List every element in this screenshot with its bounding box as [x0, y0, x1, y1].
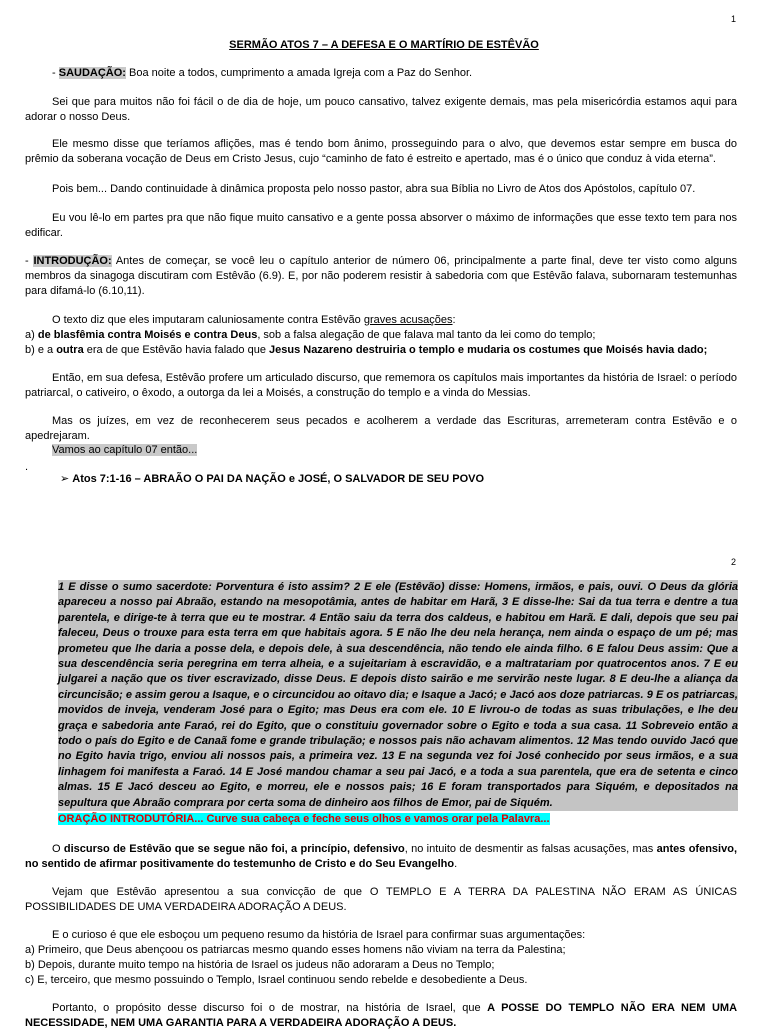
paragraph-4: Eu vou lê-lo em partes pra que não fique muito cansativo e a gente possa absorver o máximo de informações que esse texto tem para nos edificar.: [25, 212, 737, 239]
greeting-dash: -: [52, 67, 59, 79]
bullet-arrow-icon: ➢: [60, 473, 70, 485]
greeting-paragraph: [25, 66, 737, 81]
accusations-block: [25, 313, 737, 358]
p11-t1: Portanto, o propósito desse discurso foi o de mostrar, na história de Israel, que: [52, 1002, 488, 1014]
bullet-text: Atos 7:1-16 – ABRAÃO O PAI DA NAÇÃO e JOSÉ, O SALVADOR DE SEU POVO: [72, 473, 485, 485]
intro-dash: -: [25, 255, 34, 267]
list-item: b) Depois, durante muito tempo na história de Israel os judeus não adoraram a Deus no Templo;: [25, 959, 495, 971]
p8-t1: O: [52, 843, 64, 855]
paragraph-10: E o curioso é que ele esboçou um pequeno resumo da história de Israel para confirmar suas argumentações:: [52, 929, 586, 941]
page-number-2: 2: [730, 557, 736, 567]
argument-list: [25, 943, 737, 988]
prayer-text: ORAÇÃO INTRODUTÓRIA... Curve sua cabeça e feche seus olhos e vamos orar pela Palavra...: [58, 813, 550, 825]
accusations-lead-line: [25, 313, 737, 328]
p8-b1: discurso de Estêvão que se segue não foi, a princípio, defensivo: [63, 843, 405, 855]
accusations-underlined: graves acusações: [363, 314, 453, 326]
greeting-text: Boa noite a todos, cumprimento a amada Igreja com a Paz do Senhor.: [125, 67, 473, 79]
accusations-lead-end: :: [452, 314, 456, 326]
sermon-title: SERMÃO ATOS 7 – A DEFESA E O MARTÍRIO DE ESTÊVÃO: [229, 39, 539, 51]
p8-t3: .: [454, 858, 458, 870]
accusation-a-prefix: a): [25, 329, 38, 341]
greeting-label: SAUDAÇÃO:: [58, 67, 126, 79]
p8-b2: antes ofensivo, no sentido de afirmar positivamente do testemunho de Cristo e do Seu Evangelho: [25, 843, 737, 870]
paragraph-9: Vejam que Estêvão apresentou a sua convicção de que O TEMPLO E A TERRA DA PALESTINA NÃO ERAM AS ÚNICAS POSSIBILIDADES DE UMA VERDADEIRA ADORAÇÃO A DEUS.: [25, 886, 737, 913]
paragraph-5: Então, em sua defesa, Estêvão profere um articulado discurso, que rememora os capítulos mais importantes da história de Israel: o período patriarcal, o cativeiro, o êxodo, a outorga da lei a Moisés, a construção do templo e a vinda do Messias.: [25, 372, 737, 399]
stray-dot: .: [25, 461, 29, 473]
accusation-a-bold: de blasfêmia contra Moisés e contra Deus: [37, 329, 258, 341]
section-bullet: [60, 472, 720, 487]
accusation-a: [25, 328, 737, 343]
chapter-prompt: Vamos ao capítulo 07 então...: [52, 444, 198, 456]
paragraph-6: Mas os juízes, em vez de reconhecerem seus pecados e acolherem a verdade das Escrituras, arremeteram contra Estêvão e o apedrejaram.: [25, 415, 737, 442]
p8-t2: , no intuito de desmentir as falsas acusações, mas: [404, 843, 657, 855]
page-number-1: 1: [730, 14, 736, 24]
list-item: c) E, terceiro, que mesmo possuindo o Templo, Israel continuou sendo rebelde e desobediente a Deus.: [25, 974, 528, 986]
paragraph-7: [25, 443, 737, 458]
paragraph-11: [25, 1001, 737, 1031]
accusation-b-prefix: b) e a: [25, 344, 57, 356]
accusation-b-text: era de que Estêvão havia falado que: [83, 344, 269, 356]
prayer-line: [58, 812, 738, 827]
accusation-a-text: , sob a falsa alegação de que falava mal tanto da lei como do templo;: [257, 329, 596, 341]
accusation-b: [25, 343, 737, 358]
paragraph-2: Ele mesmo disse que teríamos aflições, mas é tendo bom ânimo, prosseguindo para o alvo, que devemos estar sempre em busca do prêmio da soberana vocação de Deus em Cristo Jesus, cujo “caminho de fato é estreito e apertado, mas é o único que conduz à vida eterna”.: [25, 138, 737, 165]
list-item: a) Primeiro, que Deus abençoou os patriarcas mesmo quando esses homens não viviam na terra da Palestina;: [25, 944, 566, 956]
accusation-b-bold2: Jesus Nazareno destruiria o templo e mudaria os costumes que Moisés havia dado;: [269, 344, 708, 356]
intro-label: INTRODUÇÃO:: [33, 255, 112, 267]
p11-b1: A POSSE DO TEMPLO NÃO ERA NEM UMA NECESSIDADE, NEM UMA GARANTIA PARA A VERDADEIRA ADORAÇÃO A DEUS.: [25, 1002, 738, 1029]
paragraph-1: Sei que para muitos não foi fácil o de dia de hoje, um pouco cansativo, talvez exigente demais, mas pela misericórdia estamos aqui para adorar o nosso Deus.: [25, 96, 737, 123]
introduction-paragraph: [25, 254, 737, 299]
accusation-b-bold1: outra: [56, 344, 84, 356]
scripture-quote: 1 E disse o sumo sacerdote: Porventura é isto assim? 2 E ele (Estêvão) disse: Homens, irmãos, e pais, ouvi. O Deus da glória apareceu a nosso pai Abraão, estando na mesopotâmia, antes de habitar em Harã, 3 E disse-lhe: Sai da tua terra e dentre a tua parentela, e dirige-te à terra que eu te mostrar. 4 Então saiu da terra dos caldeus, e habitou em Harã. E dali, depois que seu pai faleceu, Deus o trouxe para esta terra em que habitais agora. 5 E não lhe deu nela herança, nem ainda o espaço de um pé; mas prometeu que lhe daria a posse dela, e depois dele, à sua descendência, não tendo ele ainda filho. 6 E falou Deus assim: Que a sua descendência seria peregrina em terra alheia, e a sujeitariam à escravidão, e a maltratariam por quatrocentos anos. 7 E eu julgarei a nação que os tiver escravizado, disse Deus. E depois disto sairão e me servirão neste lugar. 8 E deu-lhe a aliança da circuncisão; e assim gerou a Isaque, e o circuncidou ao oitavo dia; e Isaque a Jacó; e Jacó aos doze patriarcas. 9 E os patriarcas, movidos de inveja, venderam José para o Egito; mas Deus era com ele. 10 E livrou-o de todas as suas tribulações, e lhe deu graça e sabedoria ante Faraó, rei do Egito, que o constituiu governador sobre o Egito e toda a sua casa. 11 Sobreveio então a todo o país do Egito e de Canaã fome e grande tribulação; e nossos pais não achavam alimentos. 12 Mas tendo ouvido Jacó que no Egito havia trigo, enviou ali nossos pais, a primeira vez. 13 E na segunda vez foi José conhecido por seus irmãos, e a sua linhagem foi manifesta a Faraó. 14 E José mandou chamar a seu pai Jacó, e a toda a sua parentela, que era de setenta e cinco almas. 15 E Jacó desceu ao Egito, e morreu, ele e nossos pais; 16 E foram transportados para Siquém, e depositados na sepultura que Abraão comprara por certa soma de dinheiro aos filhos de Emor, pai de Siquém.: [58, 580, 738, 811]
intro-text: Antes de começar, se você leu o capítulo anterior de número 06, principalmente a parte final, deve ter visto como alguns membros da sinagoga discutiram com Estêvão (6.9). E, por não poderem resistir à sabedoria com que Estêvão falava, subornaram testemunhas para difamá-lo (6.10,11).: [25, 255, 737, 297]
accusations-lead: O texto diz que eles imputaram caluniosamente contra Estêvão: [52, 314, 364, 326]
paragraph-8: [25, 842, 737, 872]
paragraph-3: Pois bem... Dando continuidade à dinâmica proposta pelo nosso pastor, abra sua Bíblia no Livro de Atos dos Apóstolos, capítulo 07.: [52, 183, 696, 195]
